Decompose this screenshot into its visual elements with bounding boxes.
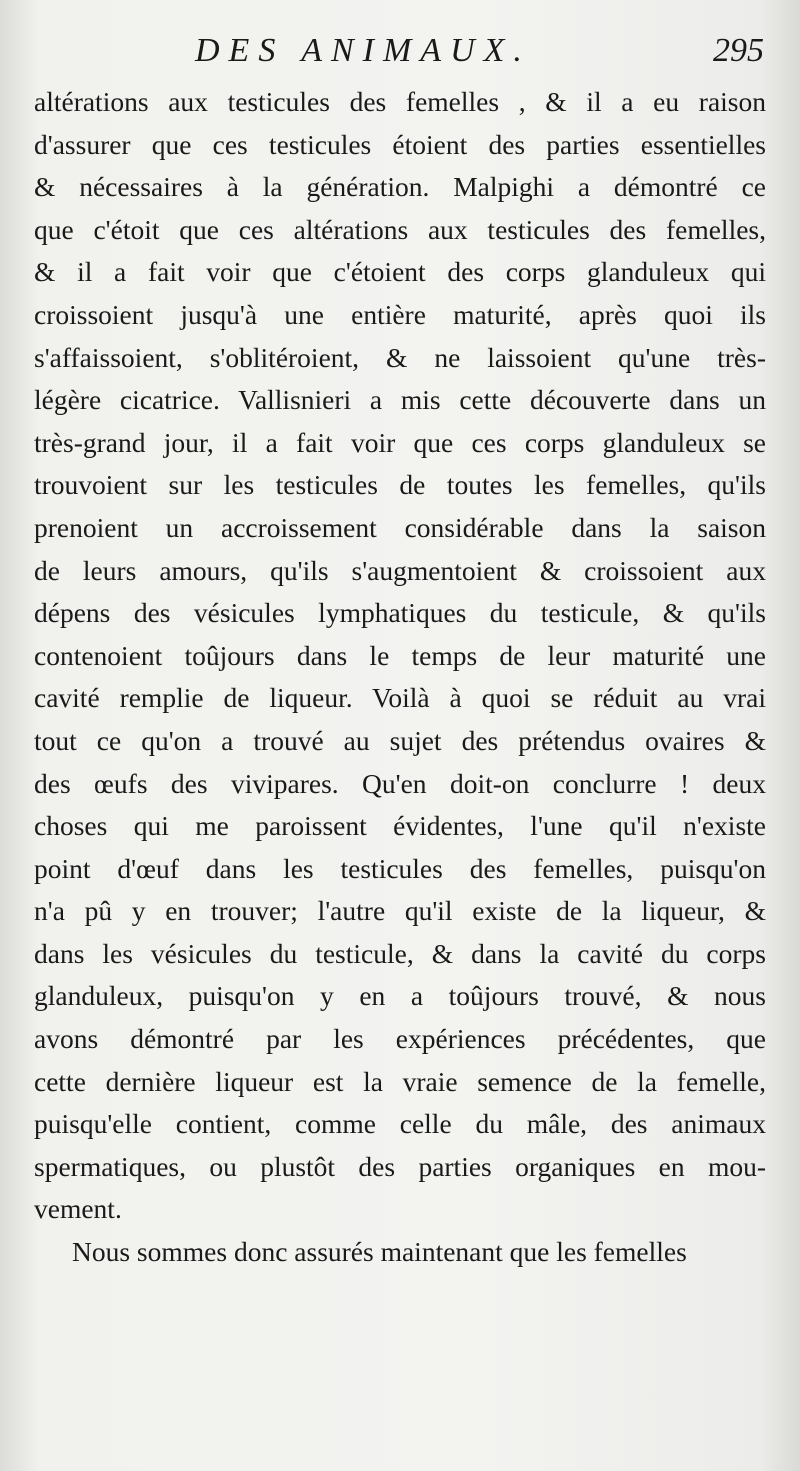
text-line: glanduleux, puisqu'on y en a toûjours trouvé, & nous (34, 980, 766, 1012)
paragraph-start-line: Nous sommes donc assurés maintenant que les femelles (72, 1236, 687, 1268)
text-line: puisqu'elle contient, comme celle du mâle, des animaux (34, 1108, 766, 1140)
text-line: contenoient toûjours dans le temps de leur maturité une (34, 639, 766, 671)
text-line: s'affaissoient, s'oblitéroient, & ne laissoient qu'une très- (34, 341, 766, 373)
page-number: 295 (713, 32, 764, 69)
text-line: cette dernière liqueur est la vraie semence de la femelle, (34, 1065, 766, 1097)
text-line: n'a pû y en trouver; l'autre qu'il existe de la liqueur, & (34, 895, 766, 927)
text-line: altérations aux testicules des femelles , & il a eu raison (34, 86, 766, 117)
text-line: avons démontré par les expériences précédentes, que (34, 1023, 766, 1055)
text-line: dépens des vésicules lymphatiques du testicule, & qu'ils (34, 597, 766, 629)
page-header (0, 28, 800, 80)
text-line: de leurs amours, qu'ils s'augmentoient & croissoient aux (34, 554, 766, 586)
text-line: cavité remplie de liqueur. Voilà à quoi se réduit au vrai (34, 682, 766, 714)
running-head: DES ANIMAUX. (195, 32, 531, 69)
text-line: choses qui me paroissent évidentes, l'une qu'il n'existe (34, 810, 766, 842)
text-line: des œufs des vivipares. Qu'en doit-on conclurre ! deux (34, 767, 766, 799)
text-line: tout ce qu'on a trouvé au sujet des prétendus ovaires & (34, 724, 766, 756)
text-line: & il a fait voir que c'étoient des corps glanduleux qui (34, 256, 766, 288)
text-line: spermatiques, ou plustôt des parties organiques en mou- (34, 1150, 766, 1182)
text-line: d'assurer que ces testicules étoient des parties essentielles (34, 128, 766, 160)
text-line: point d'œuf dans les testicules des femelles, puisqu'on (34, 852, 766, 884)
text-line: & nécessaires à la génération. Malpighi a démontré ce (34, 171, 766, 203)
text-line: très-grand jour, il a fait voir que ces corps glanduleux se (34, 426, 766, 458)
body-text (34, 81, 766, 1274)
text-line: dans les vésicules du testicule, & dans la cavité du corps (34, 937, 766, 969)
text-line: légère cicatrice. Vallisnieri a mis cette découverte dans un (34, 384, 766, 416)
text-line: prenoient un accroissement considérable dans la saison (34, 511, 766, 543)
paragraph-end-line: vement. (34, 1193, 122, 1225)
text-line: que c'étoit que ces altérations aux testicules des femelles, (34, 213, 766, 245)
text-line: croissoient jusqu'à une entière maturité, après quoi ils (34, 298, 766, 330)
text-line: trouvoient sur les testicules de toutes les femelles, qu'ils (34, 469, 766, 501)
